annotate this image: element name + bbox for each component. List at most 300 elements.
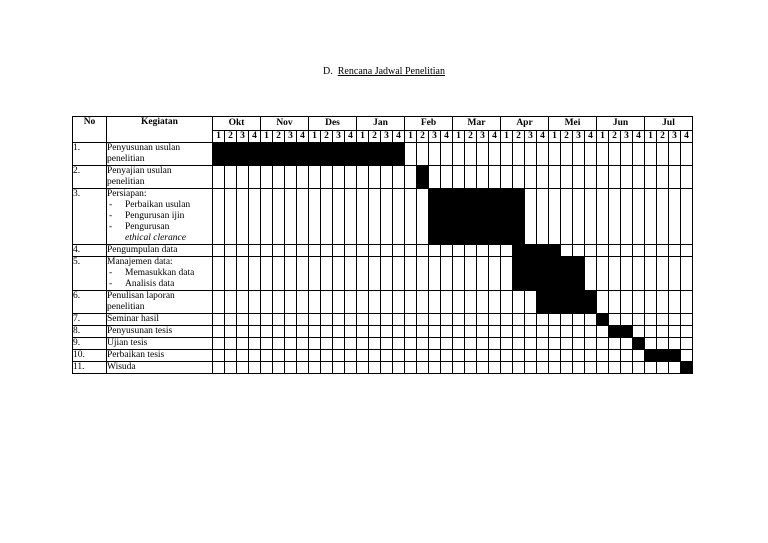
schedule-cell bbox=[333, 362, 345, 374]
schedule-cell bbox=[381, 257, 393, 291]
schedule-cell bbox=[285, 189, 297, 245]
activity-text: Penyajian usulan bbox=[107, 166, 172, 176]
row-number: 3. bbox=[73, 189, 107, 245]
schedule-cell bbox=[369, 338, 381, 350]
schedule-cell bbox=[441, 338, 453, 350]
schedule-cell bbox=[621, 245, 633, 257]
schedule-bar-cell bbox=[573, 257, 585, 291]
week-header: 1 bbox=[453, 131, 465, 143]
schedule-cell bbox=[657, 362, 669, 374]
schedule-cell bbox=[477, 314, 489, 326]
schedule-cell bbox=[273, 257, 285, 291]
schedule-cell bbox=[657, 314, 669, 326]
schedule-cell bbox=[561, 314, 573, 326]
schedule-bar-cell bbox=[261, 143, 273, 166]
schedule-cell bbox=[333, 326, 345, 338]
schedule-cell bbox=[297, 291, 309, 314]
schedule-cell bbox=[441, 350, 453, 362]
schedule-cell bbox=[513, 350, 525, 362]
schedule-cell bbox=[537, 326, 549, 338]
schedule-bar-cell bbox=[669, 350, 681, 362]
schedule-cell bbox=[237, 362, 249, 374]
schedule-cell bbox=[633, 350, 645, 362]
schedule-cell bbox=[597, 291, 609, 314]
schedule-cell bbox=[621, 291, 633, 314]
schedule-bar-cell bbox=[645, 350, 657, 362]
schedule-bar-cell bbox=[429, 189, 441, 245]
schedule-cell bbox=[369, 362, 381, 374]
schedule-cell bbox=[237, 189, 249, 245]
schedule-cell bbox=[477, 166, 489, 189]
schedule-cell bbox=[585, 362, 597, 374]
schedule-cell bbox=[573, 362, 585, 374]
schedule-cell bbox=[249, 338, 261, 350]
activity-text: Penyusunan usulan bbox=[107, 143, 181, 153]
schedule-cell bbox=[609, 166, 621, 189]
schedule-cell bbox=[369, 314, 381, 326]
schedule-bar-cell bbox=[537, 291, 549, 314]
activity-cell bbox=[107, 257, 213, 291]
schedule-cell bbox=[393, 166, 405, 189]
week-header: 3 bbox=[237, 131, 249, 143]
bullet-dash: - bbox=[109, 268, 113, 278]
schedule-cell bbox=[393, 314, 405, 326]
schedule-bar-cell bbox=[513, 245, 525, 257]
schedule-cell bbox=[609, 350, 621, 362]
schedule-cell bbox=[645, 338, 657, 350]
schedule-cell bbox=[669, 245, 681, 257]
schedule-cell bbox=[285, 245, 297, 257]
schedule-cell bbox=[321, 245, 333, 257]
schedule-cell bbox=[561, 245, 573, 257]
schedule-cell bbox=[429, 338, 441, 350]
week-header: 3 bbox=[669, 131, 681, 143]
schedule-cell bbox=[417, 326, 429, 338]
schedule-bar-cell bbox=[681, 362, 693, 374]
schedule-cell bbox=[249, 291, 261, 314]
month-header: Nov bbox=[261, 117, 309, 131]
schedule-cell bbox=[549, 189, 561, 245]
schedule-cell bbox=[285, 291, 297, 314]
schedule-cell bbox=[477, 143, 489, 166]
row-number: 8. bbox=[73, 326, 107, 338]
schedule-cell bbox=[225, 189, 237, 245]
week-header: 2 bbox=[417, 131, 429, 143]
schedule-cell bbox=[465, 245, 477, 257]
schedule-cell bbox=[429, 362, 441, 374]
schedule-cell bbox=[261, 326, 273, 338]
schedule-bar-cell bbox=[513, 257, 525, 291]
activity-text: penelitian bbox=[107, 154, 145, 164]
schedule-cell bbox=[249, 189, 261, 245]
schedule-cell bbox=[309, 257, 321, 291]
schedule-cell bbox=[477, 338, 489, 350]
schedule-cell bbox=[333, 166, 345, 189]
schedule-cell bbox=[429, 314, 441, 326]
schedule-cell bbox=[429, 326, 441, 338]
schedule-cell bbox=[345, 350, 357, 362]
schedule-cell bbox=[369, 350, 381, 362]
schedule-cell bbox=[249, 326, 261, 338]
week-header: 1 bbox=[597, 131, 609, 143]
schedule-cell bbox=[285, 314, 297, 326]
schedule-cell bbox=[273, 166, 285, 189]
schedule-cell bbox=[597, 166, 609, 189]
schedule-cell bbox=[321, 257, 333, 291]
row-number: 5. bbox=[73, 257, 107, 291]
week-header: 1 bbox=[405, 131, 417, 143]
schedule-cell bbox=[441, 326, 453, 338]
schedule-cell bbox=[297, 362, 309, 374]
schedule-cell bbox=[261, 291, 273, 314]
activity-text: penelitian bbox=[107, 302, 145, 312]
table-row bbox=[73, 362, 693, 374]
schedule-cell bbox=[381, 338, 393, 350]
schedule-cell bbox=[489, 350, 501, 362]
schedule-bar-cell bbox=[237, 143, 249, 166]
schedule-cell bbox=[393, 189, 405, 245]
schedule-bar-cell bbox=[549, 245, 561, 257]
schedule-cell bbox=[681, 291, 693, 314]
schedule-cell bbox=[297, 257, 309, 291]
schedule-cell bbox=[489, 245, 501, 257]
schedule-cell bbox=[357, 362, 369, 374]
schedule-bar-cell bbox=[657, 350, 669, 362]
schedule-bar-cell bbox=[213, 143, 225, 166]
schedule-cell bbox=[417, 338, 429, 350]
schedule-cell bbox=[489, 291, 501, 314]
schedule-cell bbox=[225, 166, 237, 189]
table-row bbox=[73, 314, 693, 326]
schedule-cell bbox=[525, 143, 537, 166]
schedule-cell bbox=[345, 291, 357, 314]
bullet-dash: - bbox=[109, 200, 113, 210]
schedule-cell bbox=[477, 257, 489, 291]
schedule-cell bbox=[621, 143, 633, 166]
schedule-cell bbox=[549, 362, 561, 374]
month-header: Jul bbox=[645, 117, 693, 131]
schedule-cell bbox=[621, 166, 633, 189]
schedule-cell bbox=[681, 245, 693, 257]
week-header: 2 bbox=[225, 131, 237, 143]
table-row bbox=[73, 350, 693, 362]
schedule-cell bbox=[321, 189, 333, 245]
schedule-cell bbox=[501, 350, 513, 362]
activity-subitem bbox=[107, 279, 212, 290]
schedule-cell bbox=[681, 257, 693, 291]
schedule-cell bbox=[525, 166, 537, 189]
schedule-cell bbox=[453, 338, 465, 350]
schedule-cell bbox=[333, 291, 345, 314]
schedule-cell bbox=[321, 314, 333, 326]
schedule-cell bbox=[417, 291, 429, 314]
schedule-cell bbox=[537, 314, 549, 326]
schedule-bar-cell bbox=[333, 143, 345, 166]
schedule-cell bbox=[681, 314, 693, 326]
schedule-bar-cell bbox=[561, 291, 573, 314]
schedule-cell bbox=[549, 350, 561, 362]
schedule-cell bbox=[657, 166, 669, 189]
schedule-cell bbox=[513, 314, 525, 326]
schedule-cell bbox=[213, 257, 225, 291]
schedule-bar-cell bbox=[297, 143, 309, 166]
schedule-cell bbox=[681, 166, 693, 189]
schedule-cell bbox=[225, 257, 237, 291]
schedule-cell bbox=[213, 326, 225, 338]
schedule-cell bbox=[645, 245, 657, 257]
schedule-cell bbox=[381, 166, 393, 189]
schedule-cell bbox=[669, 143, 681, 166]
schedule-cell bbox=[225, 326, 237, 338]
schedule-cell bbox=[645, 362, 657, 374]
row-number: 9. bbox=[73, 338, 107, 350]
schedule-cell bbox=[297, 245, 309, 257]
schedule-cell bbox=[657, 189, 669, 245]
schedule-cell bbox=[393, 291, 405, 314]
schedule-cell bbox=[393, 350, 405, 362]
schedule-cell bbox=[573, 326, 585, 338]
schedule-cell bbox=[657, 326, 669, 338]
schedule-cell bbox=[453, 314, 465, 326]
schedule-cell bbox=[345, 166, 357, 189]
bullet-dash: - bbox=[109, 222, 113, 232]
schedule-cell bbox=[501, 143, 513, 166]
schedule-cell bbox=[477, 362, 489, 374]
week-header: 2 bbox=[369, 131, 381, 143]
schedule-cell bbox=[273, 338, 285, 350]
schedule-cell bbox=[285, 362, 297, 374]
schedule-cell bbox=[657, 257, 669, 291]
schedule-cell bbox=[489, 257, 501, 291]
schedule-cell bbox=[417, 257, 429, 291]
schedule-cell bbox=[609, 143, 621, 166]
bullet-dash: - bbox=[109, 279, 113, 289]
month-header: Apr bbox=[501, 117, 549, 131]
schedule-cell bbox=[249, 166, 261, 189]
schedule-bar-cell bbox=[285, 143, 297, 166]
activity-subitem-continuation bbox=[107, 233, 212, 244]
week-header: 1 bbox=[261, 131, 273, 143]
month-header: Jan bbox=[357, 117, 405, 131]
schedule-bar-cell bbox=[453, 189, 465, 245]
schedule-cell bbox=[417, 362, 429, 374]
activity-text: Wisuda bbox=[107, 362, 136, 372]
schedule-cell bbox=[225, 314, 237, 326]
schedule-cell bbox=[501, 314, 513, 326]
schedule-cell bbox=[345, 257, 357, 291]
schedule-cell bbox=[441, 166, 453, 189]
schedule-cell bbox=[609, 338, 621, 350]
schedule-cell bbox=[297, 314, 309, 326]
row-number: 1. bbox=[73, 143, 107, 166]
week-header: 2 bbox=[657, 131, 669, 143]
schedule-cell bbox=[429, 291, 441, 314]
schedule-cell bbox=[249, 314, 261, 326]
schedule-cell bbox=[477, 326, 489, 338]
schedule-bar-cell bbox=[381, 143, 393, 166]
schedule-cell bbox=[561, 166, 573, 189]
schedule-cell bbox=[633, 314, 645, 326]
schedule-cell bbox=[621, 338, 633, 350]
schedule-cell bbox=[609, 314, 621, 326]
schedule-cell bbox=[405, 350, 417, 362]
table-row bbox=[73, 257, 693, 291]
schedule-cell bbox=[537, 166, 549, 189]
schedule-cell bbox=[381, 314, 393, 326]
schedule-cell bbox=[357, 291, 369, 314]
schedule-bar-cell bbox=[513, 189, 525, 245]
activity-text: Penulisan laporan bbox=[107, 291, 175, 301]
schedule-cell bbox=[597, 326, 609, 338]
activity-cell bbox=[107, 166, 213, 189]
schedule-cell bbox=[405, 245, 417, 257]
schedule-cell bbox=[549, 326, 561, 338]
schedule-cell bbox=[369, 291, 381, 314]
schedule-cell bbox=[369, 166, 381, 189]
activity-subitem bbox=[107, 211, 212, 222]
month-header: Mei bbox=[549, 117, 597, 131]
schedule-cell bbox=[525, 362, 537, 374]
schedule-cell bbox=[249, 257, 261, 291]
schedule-cell bbox=[513, 143, 525, 166]
schedule-cell bbox=[405, 338, 417, 350]
schedule-cell bbox=[357, 326, 369, 338]
schedule-cell bbox=[225, 291, 237, 314]
schedule-bar-cell bbox=[525, 245, 537, 257]
schedule-bar-cell bbox=[441, 189, 453, 245]
schedule-cell bbox=[441, 314, 453, 326]
row-number: 11. bbox=[73, 362, 107, 374]
schedule-cell bbox=[513, 326, 525, 338]
schedule-bar-cell bbox=[549, 291, 561, 314]
activity-text: Penyusunan tesis bbox=[107, 326, 173, 336]
activity-text: penelitian bbox=[107, 177, 145, 187]
schedule-cell bbox=[285, 326, 297, 338]
schedule-cell bbox=[333, 314, 345, 326]
schedule-cell bbox=[369, 189, 381, 245]
table-row bbox=[73, 143, 693, 166]
schedule-cell bbox=[297, 338, 309, 350]
schedule-cell bbox=[261, 350, 273, 362]
schedule-cell bbox=[501, 257, 513, 291]
header-no: No bbox=[73, 117, 107, 143]
schedule-cell bbox=[429, 245, 441, 257]
schedule-cell bbox=[549, 338, 561, 350]
schedule-cell bbox=[429, 257, 441, 291]
schedule-cell bbox=[465, 143, 477, 166]
schedule-cell bbox=[633, 257, 645, 291]
schedule-cell bbox=[333, 189, 345, 245]
schedule-cell bbox=[369, 326, 381, 338]
week-header: 2 bbox=[513, 131, 525, 143]
schedule-cell bbox=[453, 326, 465, 338]
schedule-cell bbox=[597, 257, 609, 291]
schedule-cell bbox=[681, 143, 693, 166]
schedule-cell bbox=[213, 314, 225, 326]
schedule-cell bbox=[513, 362, 525, 374]
schedule-cell bbox=[453, 143, 465, 166]
week-header: 3 bbox=[429, 131, 441, 143]
activity-text: Perbaikan tesis bbox=[107, 350, 165, 360]
schedule-cell bbox=[573, 314, 585, 326]
schedule-cell bbox=[501, 338, 513, 350]
schedule-cell bbox=[441, 245, 453, 257]
schedule-cell bbox=[465, 362, 477, 374]
week-header: 2 bbox=[465, 131, 477, 143]
schedule-cell bbox=[549, 314, 561, 326]
week-header: 1 bbox=[549, 131, 561, 143]
schedule-cell bbox=[573, 338, 585, 350]
schedule-cell bbox=[405, 326, 417, 338]
schedule-cell bbox=[561, 326, 573, 338]
schedule-cell bbox=[321, 350, 333, 362]
activity-subitem-text: Pengurusan bbox=[125, 222, 170, 232]
week-header: 4 bbox=[489, 131, 501, 143]
schedule-cell bbox=[597, 245, 609, 257]
schedule-cell bbox=[345, 338, 357, 350]
schedule-cell bbox=[597, 350, 609, 362]
schedule-cell bbox=[441, 143, 453, 166]
schedule-cell bbox=[261, 314, 273, 326]
schedule-cell bbox=[537, 338, 549, 350]
schedule-cell bbox=[417, 143, 429, 166]
schedule-cell bbox=[321, 291, 333, 314]
schedule-cell bbox=[597, 143, 609, 166]
schedule-cell bbox=[585, 338, 597, 350]
schedule-cell bbox=[309, 362, 321, 374]
week-header: 4 bbox=[585, 131, 597, 143]
schedule-cell bbox=[585, 245, 597, 257]
schedule-cell bbox=[573, 245, 585, 257]
schedule-cell bbox=[309, 245, 321, 257]
schedule-cell bbox=[657, 291, 669, 314]
schedule-cell bbox=[525, 314, 537, 326]
schedule-cell bbox=[681, 326, 693, 338]
schedule-cell bbox=[573, 350, 585, 362]
schedule-cell bbox=[561, 350, 573, 362]
week-header: 4 bbox=[441, 131, 453, 143]
week-header: 1 bbox=[309, 131, 321, 143]
schedule-cell bbox=[405, 143, 417, 166]
schedule-cell bbox=[585, 350, 597, 362]
activity-cell bbox=[107, 143, 213, 166]
schedule-cell bbox=[309, 189, 321, 245]
row-number: 4. bbox=[73, 245, 107, 257]
schedule-cell bbox=[669, 326, 681, 338]
schedule-cell bbox=[261, 362, 273, 374]
schedule-bar-cell bbox=[597, 314, 609, 326]
schedule-cell bbox=[669, 362, 681, 374]
schedule-cell bbox=[393, 362, 405, 374]
section-title bbox=[0, 66, 768, 77]
schedule-cell bbox=[561, 189, 573, 245]
schedule-cell bbox=[417, 189, 429, 245]
schedule-cell bbox=[261, 189, 273, 245]
schedule-bar-cell bbox=[621, 326, 633, 338]
schedule-cell bbox=[657, 245, 669, 257]
schedule-cell bbox=[585, 314, 597, 326]
schedule-cell bbox=[477, 291, 489, 314]
activity-text: Seminar hasil bbox=[107, 314, 159, 324]
schedule-cell bbox=[597, 189, 609, 245]
activity-cell bbox=[107, 350, 213, 362]
schedule-cell bbox=[573, 189, 585, 245]
schedule-bar-cell bbox=[345, 143, 357, 166]
week-header: 3 bbox=[381, 131, 393, 143]
activity-text: Persiapan: bbox=[107, 189, 147, 199]
schedule-cell bbox=[585, 189, 597, 245]
schedule-cell bbox=[609, 189, 621, 245]
